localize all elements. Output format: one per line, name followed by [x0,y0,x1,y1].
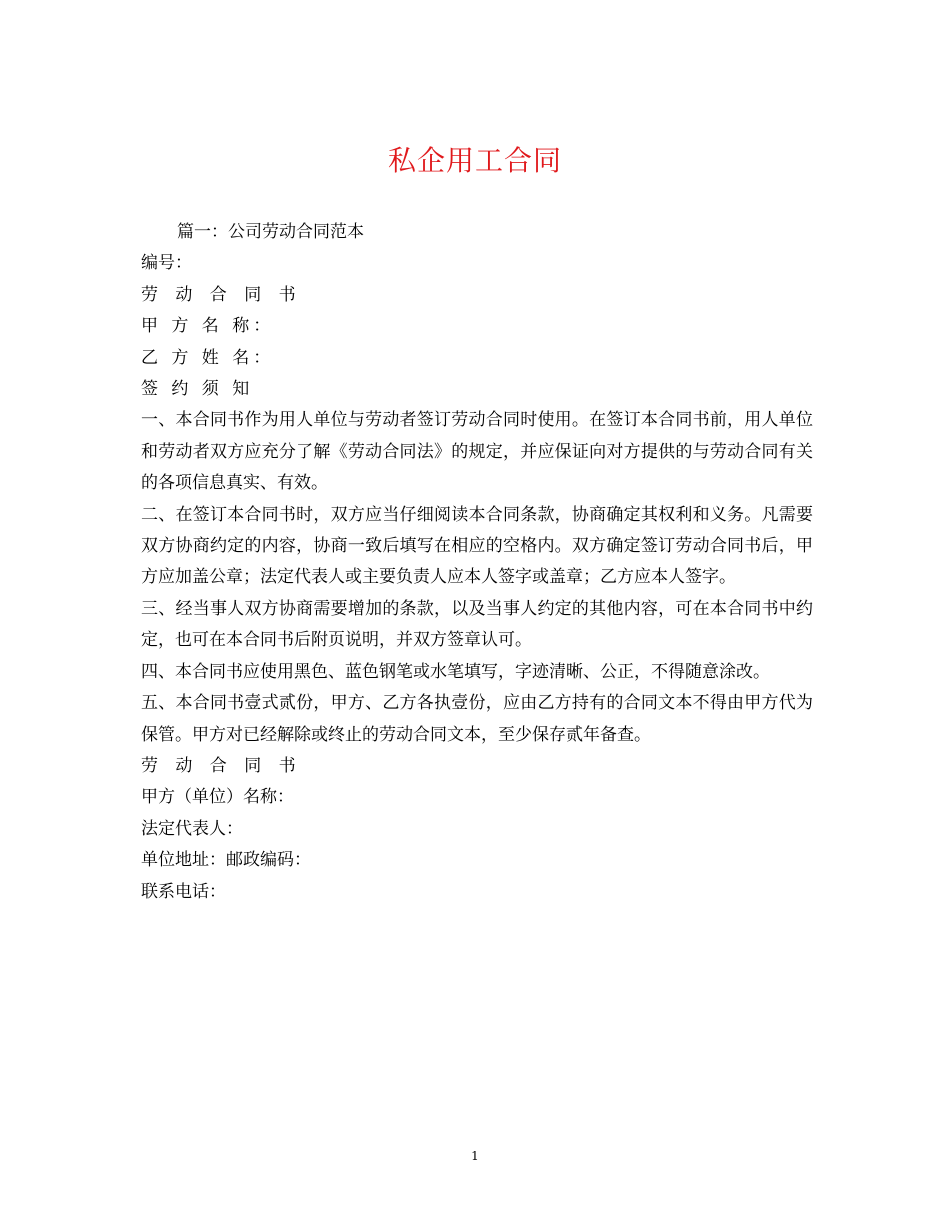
party-a-unit-name-label: 甲方（单位）名称： [141,787,294,808]
notice-paragraph-1: 一、本合同书作为用人单位与劳动者签订劳动合同时使用。在签订本合同书前，用人单位和劳动者双方应充分了解《劳动合同法》的规定，并应保证向对方提供的与劳动合同有关的各项信息真实、有效。 [141,410,813,494]
notice-paragraph-5: 五、本合同书壹式贰份，甲方、乙方各执壹份，应由乙方持有的合同文本不得由甲方代为保管。甲方对已经解除或终止的劳动合同文本，至少保存贰年备查。 [141,693,813,745]
document-body [141,217,813,908]
contract-number-label: 编号： [141,253,192,274]
notice-paragraph-3: 三、经当事人双方协商需要增加的条款，以及当事人约定的其他内容，可在本合同书中约定，也可在本合同书后附页说明，并双方签章认可。 [141,598,813,651]
notice-paragraph-4: 四、本合同书应使用黑色、蓝色钢笔或水笔填写，字迹清晰、公正，不得随意涂改。 [141,661,770,682]
contact-phone-label: 联系电话： [141,881,226,902]
contract-heading: 劳 动 合 同 书 [141,284,302,305]
party-a-name-label: 甲 方 名 称： [141,316,275,337]
notice-paragraph-2: 二、在签订本合同书时，双方应当仔细阅读本合同条款，协商确定其权利和义务。凡需要双方协商约定的内容，协商一致后填写在相应的空格内。双方确定签订劳动合同书后，甲方应加盖公章；法定代表人或主要负责人应本人签字或盖章；乙方应本人签字。 [141,504,813,588]
page-number: 1 [471,1149,479,1163]
chapter-heading: 篇一：公司劳动合同范本 [177,222,364,242]
contract-heading-2: 劳 动 合 同 书 [141,755,302,776]
signing-notes-heading: 签 约 须 知 [141,379,254,400]
unit-address-label: 单位地址：邮政编码： [141,850,311,871]
document-title: 私企用工合同 [387,144,562,177]
party-b-name-label: 乙 方 姓 名： [141,347,275,368]
legal-representative-label: 法定代表人： [141,818,243,839]
